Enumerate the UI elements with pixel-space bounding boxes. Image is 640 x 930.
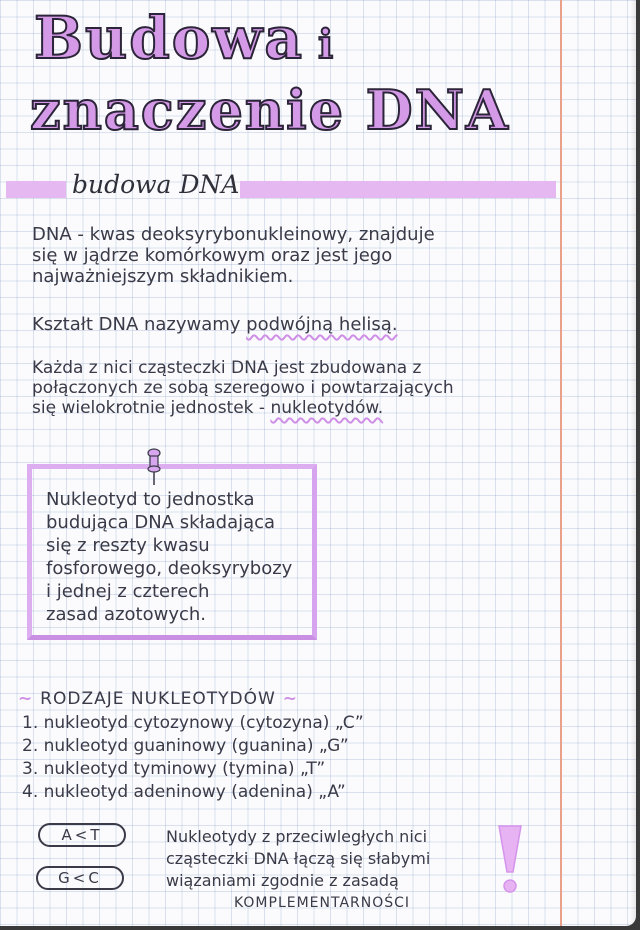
text-line: wiązaniami zgodnie z zasadą: [166, 871, 399, 890]
text-line: budująca DNA składająca: [46, 512, 276, 533]
title-main: Budowa: [34, 4, 304, 72]
text-line: się z reszty kwasu: [46, 535, 210, 556]
base-pair-gc: G<C: [36, 866, 124, 890]
text-line: Nukleotyd to jednostka: [46, 489, 255, 510]
margin-line: [560, 0, 562, 926]
paragraph-dna-shape: [32, 314, 398, 335]
exclamation-icon: [496, 822, 524, 896]
text-line: Nukleotydy z przeciwległych nici: [166, 827, 428, 846]
base-pair-at: A<T: [38, 823, 126, 847]
highlight-nucleotides: nukleotydów.: [270, 398, 384, 418]
page-edge-shadow: [630, 0, 636, 926]
text-line: fosforowego, deoksyrybozy: [46, 558, 293, 579]
title-line-2: znaczenie DNA: [30, 78, 510, 142]
paragraph-dna-strands: [32, 358, 454, 418]
nucleotide-types-list: [22, 712, 364, 804]
text-line: Każda z nici cząsteczki DNA jest zbudowana z: [32, 358, 422, 378]
squiggle-icon: ~: [275, 689, 299, 709]
text-line: cząsteczki DNA łączą się słabymi: [166, 849, 431, 868]
section-header: budowa DNA: [72, 170, 240, 199]
complementarity-note: [166, 826, 430, 914]
list-item: 2. nukleotyd guaninowy (guanina) „G”: [22, 736, 349, 756]
section-banner-left: [6, 181, 66, 198]
text-line: Kształt DNA nazywamy: [32, 314, 247, 335]
text-line: się w jądrze komórkowym oraz jest jego: [32, 245, 393, 266]
section-banner-right: [240, 181, 556, 198]
text-line: się wielokrotnie jednostek -: [32, 398, 271, 418]
definition-text: [46, 488, 292, 626]
list-item: 1. nukleotyd cytozynowy (cytozyna) „C”: [22, 713, 364, 733]
text-line: najważniejszym składnikiem.: [32, 266, 294, 287]
text-line: połączonych ze sobą szeregowo i powtarzających: [32, 378, 454, 398]
squiggle-icon: ~: [18, 689, 41, 709]
list-item: 3. nukleotyd tyminowy (tymina) „T”: [22, 759, 326, 779]
title-line-1: [34, 4, 335, 72]
text-line: i jednej z czterech: [46, 581, 210, 602]
highlight-double-helix: podwójną helisą.: [246, 314, 398, 335]
text-line: KOMPLEMENTARNOŚCI: [234, 895, 411, 911]
types-header-label: RODZAJE NUKLEOTYDÓW: [40, 689, 276, 709]
title-conjunction: i: [317, 21, 336, 68]
text-line: DNA - kwas deoksyrybonukleinowy, znajduje: [32, 224, 435, 245]
pushpin-icon: [147, 448, 161, 486]
paragraph-dna-definition: [32, 224, 435, 287]
types-header: [18, 689, 298, 710]
text-line: zasad azotowych.: [46, 604, 206, 625]
list-item: 4. nukleotyd adeninowy (adenina) „A”: [22, 782, 346, 802]
